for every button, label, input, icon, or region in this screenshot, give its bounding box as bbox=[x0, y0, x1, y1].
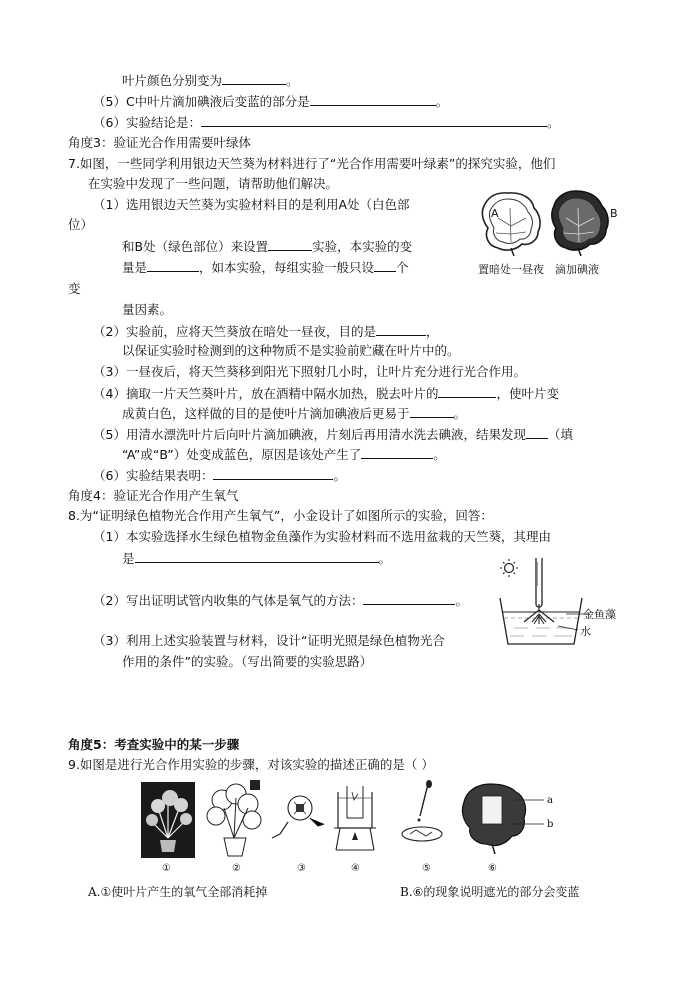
q8-part3-line1: （3）利用上述实验装置与材料，设计“证明光照是绿色植物光合 bbox=[93, 633, 445, 648]
caption-dark-overnight: 置暗处一昼夜 bbox=[478, 263, 544, 276]
step2-potted-plant-drawing bbox=[207, 780, 261, 856]
period: 。 bbox=[378, 551, 392, 566]
q6-leaf-color-line bbox=[122, 72, 299, 89]
step6-label-a: a bbox=[547, 795, 553, 806]
leaf-label-a: A bbox=[491, 207, 499, 220]
q7-leaf-figure bbox=[478, 188, 618, 258]
q7-part5-line2 bbox=[122, 446, 446, 463]
q7-part1-text: 和B处（绿色部位）来设置 bbox=[122, 239, 269, 254]
answer-blank[interactable] bbox=[268, 238, 312, 251]
q7-stem-line1: 7.如图，一些同学利用银边天竺葵为材料进行了“光合作用需要叶绿素”的探究实验，他们 bbox=[68, 156, 556, 171]
caption-iodine: 滴加碘液 bbox=[555, 263, 599, 276]
q8-part1-line2 bbox=[122, 550, 391, 567]
leaf-label-b: B bbox=[610, 207, 618, 220]
answer-blank[interactable] bbox=[310, 93, 436, 106]
step-number-5: ⑤ bbox=[422, 863, 431, 874]
answer-blank[interactable] bbox=[135, 550, 379, 563]
q7-part2-text: （2）实验前，应将天竺葵放在暗处一昼夜，目的是 bbox=[93, 324, 376, 339]
q7-part1-text: ，如本实验，每组实验一般只设 bbox=[199, 260, 375, 275]
q7-part4-text: （4）摘取一片天竺葵叶片，放在酒精中隔水加热，脱去叶片的 bbox=[93, 386, 439, 401]
q7-stem-line2: 在实验中发现了一些问题，请帮助他们解决。 bbox=[88, 176, 339, 191]
q7-part4-line1 bbox=[93, 385, 559, 402]
leaf-dark-treated-drawing bbox=[482, 193, 540, 256]
period: 。 bbox=[333, 468, 346, 483]
q7-part5-text: （填 bbox=[547, 427, 573, 442]
q8-part3-line2: 作用的条件”的实验。（写出简要的实验思路） bbox=[122, 654, 373, 669]
q7-part5-text: “A”或“B”）处变成蓝色，原因是该处产生了 bbox=[122, 447, 362, 462]
q7-part3: （3）一昼夜后，将天竺葵移到阳光下照射几小时，让叶片充分进行光合作用。 bbox=[93, 364, 526, 379]
q7-part2-line1 bbox=[93, 323, 438, 340]
step-number-2: ② bbox=[232, 863, 241, 874]
step-number-1: ① bbox=[162, 863, 171, 874]
q7-part4-line2 bbox=[122, 405, 466, 422]
angle4-title: 角度4：验证光合作用产生氧气 bbox=[68, 488, 239, 503]
sun-icon bbox=[500, 559, 518, 577]
answer-blank[interactable] bbox=[222, 72, 286, 85]
q6-part6 bbox=[93, 114, 559, 131]
q7-part4-text: 成黄白色，这样做的目的是使叶片滴加碘液后更易于 bbox=[122, 406, 410, 421]
step-number-3: ③ bbox=[297, 863, 306, 874]
step6-tested-leaf-drawing bbox=[462, 784, 544, 854]
q7-part1-text: 实验，本实验的变 bbox=[312, 239, 413, 254]
q7-part6-text: （6）实验结果表明： bbox=[93, 468, 214, 483]
step3-leaf-picking-drawing bbox=[272, 796, 324, 838]
q7-part5-line1 bbox=[93, 426, 573, 443]
q9-steps-figure bbox=[140, 778, 560, 860]
angle5-title: 角度5：考查实验中的某一步骤 bbox=[68, 737, 240, 752]
answer-blank[interactable] bbox=[376, 323, 426, 336]
period: 。 bbox=[435, 94, 449, 109]
answer-blank[interactable] bbox=[410, 405, 454, 418]
answer-blank[interactable] bbox=[526, 426, 548, 439]
q7-part5-text: （5）用清水漂洗叶片后向叶片滴加碘液，片刻后再用清水洗去碘液，结果发现 bbox=[93, 427, 526, 442]
q7-part1-line6: 量因素。 bbox=[122, 302, 173, 317]
angle3-title: 角度3：验证光合作用需要叶绿体 bbox=[68, 135, 251, 150]
q7-part1-line4 bbox=[122, 259, 409, 276]
label-goldfish-weed: 金鱼藻 bbox=[583, 608, 616, 621]
step5-rinse-dish-drawing bbox=[402, 780, 442, 841]
q8-part1-line1: （1）本实验选择水生绿色植物金鱼藻作为实验材料而不选用盆栽的天竺葵，其理由 bbox=[93, 529, 551, 544]
label-water: 水 bbox=[580, 625, 591, 638]
answer-blank[interactable] bbox=[374, 259, 396, 272]
q6-part5 bbox=[93, 93, 448, 110]
q7-part1-line2: 位） bbox=[68, 217, 94, 232]
q8-part1-text: 是 bbox=[122, 551, 135, 566]
step-number-4: ④ bbox=[351, 863, 360, 874]
answer-blank[interactable] bbox=[438, 385, 496, 398]
q8-part2-text: （2）写出证明试管内收集的气体是氧气的方法： bbox=[93, 593, 364, 608]
step-number-6: ⑥ bbox=[488, 863, 497, 874]
period: 。 bbox=[455, 593, 468, 608]
step6-label-b: b bbox=[547, 819, 554, 830]
q7-part1-line3 bbox=[122, 238, 412, 255]
q8-part2 bbox=[93, 592, 468, 609]
leaf-iodine-drawing bbox=[552, 191, 608, 256]
answer-blank[interactable] bbox=[363, 592, 455, 605]
q7-part5-text: 。 bbox=[433, 447, 446, 462]
period: 。 bbox=[286, 73, 299, 88]
q7-part1-line1: （1）选用银边天竺葵为实验材料目的是利用A处（白色部 bbox=[93, 197, 410, 212]
answer-blank[interactable] bbox=[361, 446, 433, 459]
q7-part4-text: ，使叶片变 bbox=[496, 386, 559, 401]
q6-leaf-color-text: 叶片颜色分别变为 bbox=[122, 73, 223, 88]
q9-option-a[interactable]: A.①使叶片产生的氧气全部消耗掉 bbox=[88, 885, 268, 899]
answer-blank[interactable] bbox=[213, 467, 333, 480]
q7-part2-text: ， bbox=[425, 324, 439, 339]
q8-stem: 8.为“证明绿色植物光合作用产生氧气”，小金设计了如图所示的实验，回答： bbox=[68, 508, 493, 523]
q9-option-b[interactable]: B.⑥的现象说明遮光的部分会变蓝 bbox=[400, 885, 580, 899]
answer-blank[interactable] bbox=[147, 259, 199, 272]
q7-part6 bbox=[93, 467, 346, 484]
step4-water-bath-drawing bbox=[334, 786, 376, 850]
period: 。 bbox=[546, 115, 560, 130]
q9-stem: 9.如图是进行光合作用实验的步骤，对该实验的描述正确的是（ ） bbox=[68, 757, 434, 772]
answer-blank[interactable] bbox=[201, 114, 547, 127]
q7-part4-text: 。 bbox=[453, 406, 467, 421]
q6-part5-text: （5）C中叶片滴加碘液后变蓝的部分是 bbox=[93, 94, 310, 109]
q7-part1-line5: 变 bbox=[68, 281, 81, 296]
q7-part1-text: 量是 bbox=[122, 260, 148, 275]
test-tube-drawing bbox=[536, 558, 542, 607]
q7-part2-line2: 以保证实验时检测到的这种物质不是实验前贮藏在叶片中的。 bbox=[122, 343, 460, 358]
goldfish-weed-drawing bbox=[532, 614, 546, 624]
q7-part1-text: 个 bbox=[396, 260, 409, 275]
q6-part6-text: （6）实验结论是： bbox=[93, 115, 201, 130]
step1-dark-box-drawing bbox=[141, 782, 195, 858]
